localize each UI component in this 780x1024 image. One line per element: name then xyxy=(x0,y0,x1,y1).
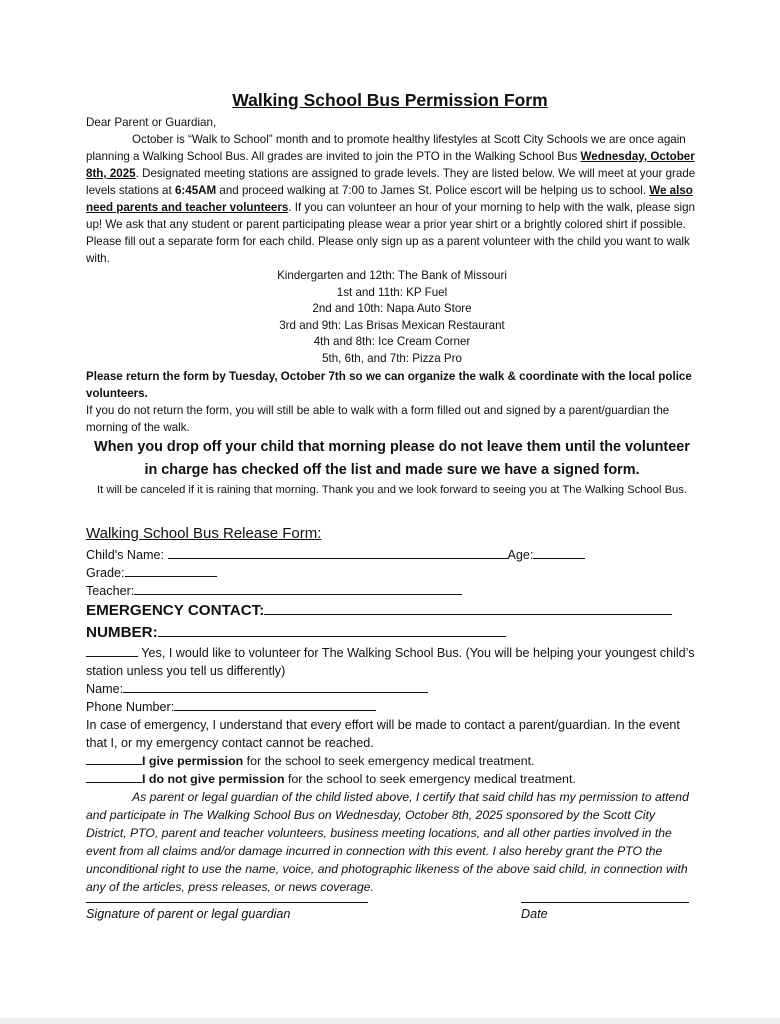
phone-label: Phone Number: xyxy=(86,700,175,714)
give-permission-text: for the school to seek emergency medical treatment. xyxy=(243,754,535,768)
emergency-text: In case of emergency, I understand that every effort will be made to contact a parent/guardian. In the event that I, or my emergency contact cannot be reached. xyxy=(86,718,680,750)
grade-row xyxy=(86,564,698,582)
teacher-label: Teacher: xyxy=(86,584,135,598)
station-item: Kindergarten and 12th: The Bank of Missouri xyxy=(277,269,507,282)
deny-permission-row xyxy=(86,770,698,788)
station-item: 5th, 6th, and 7th: Pizza Pro xyxy=(322,351,462,365)
emergency-contact-label: EMERGENCY CONTACT: xyxy=(86,602,265,619)
date-block xyxy=(521,892,689,921)
phone-row xyxy=(86,698,698,716)
grade-field[interactable] xyxy=(125,565,217,577)
give-permission-bold: I give permission xyxy=(142,754,244,768)
consent-paragraph: As parent or legal guardian of the child listed above, I certify that said child has my permission to attend and participate in The Walking School Bus on Wednesday, October 8th, 2025 sponsored by the Scott City District, PTO, parent and teacher volunteers, business meeting locations, and all other parties involved in the event from all claims and/or damage incurred in connection with this event. I also hereby grant the PTO the unconditional right to use the name, voice, and photographic likeness of the above said child, in connection with any of the articles, press releases, or news coverage. xyxy=(86,790,689,894)
volunteer-name-field[interactable] xyxy=(123,681,428,693)
release-form-title: Walking School Bus Release Form: xyxy=(86,525,322,542)
signature-field[interactable] xyxy=(86,892,368,903)
teacher-row xyxy=(86,582,698,600)
emergency-contact-row xyxy=(86,600,698,622)
station-item: 4th and 8th: Ice Cream Corner xyxy=(313,335,471,349)
intro-text-c: and proceed walking at 7:00 to James St. Police escort will be helping us to school. xyxy=(216,184,650,197)
volunteer-row xyxy=(86,644,698,680)
station-list xyxy=(86,268,698,368)
child-name-field[interactable] xyxy=(168,547,508,559)
child-name-row xyxy=(86,546,698,564)
date-field[interactable] xyxy=(521,892,689,903)
greeting: Dear Parent or Guardian, xyxy=(86,116,217,129)
walk-date: Wednesday, October 8th, 2025 xyxy=(86,150,695,180)
give-permission-checkline[interactable] xyxy=(86,753,142,765)
deny-permission-checkline[interactable] xyxy=(86,771,142,783)
number-field[interactable] xyxy=(158,622,506,637)
deny-permission-text: for the school to seek emergency medical treatment. xyxy=(284,772,576,786)
volunteer-checkline[interactable] xyxy=(86,645,138,657)
intro-text-a: October is “Walk to School” month and to promote healthy lifestyles at Scott City Schools we are once again planning a Walking School Bus. All grades are invited to join the PTO in the Walking School Bus xyxy=(86,133,686,163)
meet-time: 6:45AM xyxy=(174,184,217,197)
page-bottom-edge xyxy=(0,1018,780,1024)
number-label: NUMBER: xyxy=(86,624,158,641)
volunteer-name-label: Name: xyxy=(86,682,124,696)
station-item: 3rd and 9th: Las Brisas Mexican Restaurant xyxy=(279,318,505,332)
volunteers-callout: We also need parents and teacher volunteers xyxy=(86,184,693,214)
age-field[interactable] xyxy=(533,547,585,559)
grade-label: Grade: xyxy=(86,566,125,580)
volunteer-text: Yes, I would like to volunteer for The Walking School Bus. (You will be helping your youngest child’s station unless you tell us differently) xyxy=(86,646,695,678)
signature-label: Signature of parent or legal guardian xyxy=(86,907,291,921)
signature-block xyxy=(86,892,368,921)
dropoff-notice: When you drop off your child that morning please do not leave them until the volunteer in charge has checked off the list and made sure we have a signed form. xyxy=(94,438,690,478)
volunteer-name-row xyxy=(86,680,698,698)
station-item: 1st and 11th: KP Fuel xyxy=(336,285,448,299)
intro-text-d: . If you can volunteer an hour of your morning to help with the walk, please sign up! We ask that any student or parent participating please wear a prior year shirt or a brightly colored shirt if possible. Please fill out a separate form for each child. Please only sign up as a parent volunteer with the child you want to walk with. xyxy=(86,201,695,265)
deny-permission-bold: I do not give permission xyxy=(142,772,285,786)
number-row xyxy=(86,622,698,644)
no-return-notice: If you do not return the form, you will still be able to walk with a form filled out and signed by a parent/guardian the morning of the walk. xyxy=(86,403,670,434)
age-label: Age: xyxy=(507,548,534,562)
teacher-field[interactable] xyxy=(134,583,462,595)
phone-field[interactable] xyxy=(174,699,376,711)
intro-paragraph xyxy=(86,131,698,267)
station-item: 2nd and 10th: Napa Auto Store xyxy=(312,302,472,316)
return-notice: Please return the form by Tuesday, October 7th so we can organize the walk & coordinate with the local police volunteers. xyxy=(86,369,692,400)
child-name-label: Child's Name: xyxy=(86,548,168,562)
form-title: Walking School Bus Permission Form xyxy=(232,90,548,110)
cancel-notice: It will be canceled if it is raining that morning. Thank you and we look forward to seeing you at The Walking School Bus. xyxy=(97,483,687,496)
intro-text-b: . Designated meeting stations are assigned to grade levels. They are listed below. We will meet at your grade levels stations at xyxy=(86,167,696,197)
letter-body xyxy=(86,114,698,499)
give-permission-row xyxy=(86,752,698,770)
release-form xyxy=(86,524,698,896)
date-label: Date xyxy=(521,907,548,921)
emergency-contact-field[interactable] xyxy=(264,600,672,615)
